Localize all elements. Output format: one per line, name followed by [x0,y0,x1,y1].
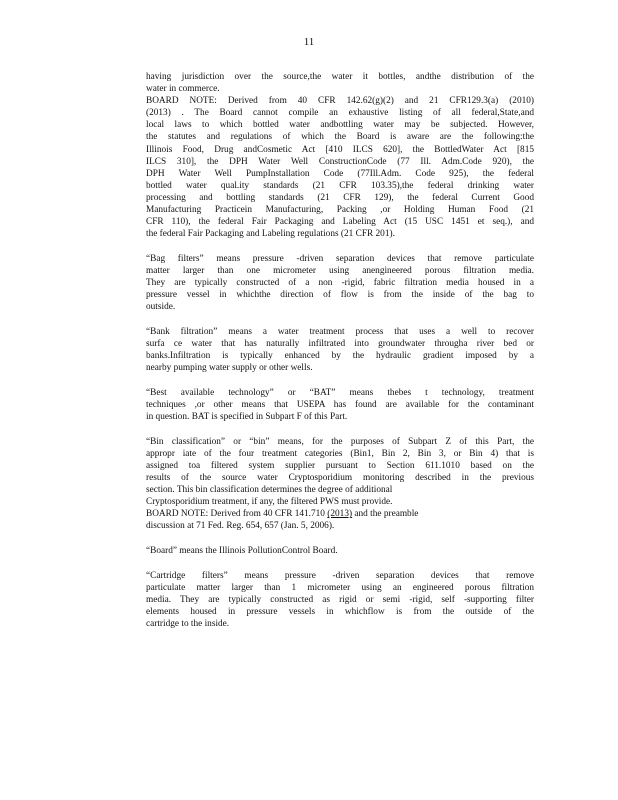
text-line: discussion at 71 Fed. Reg. 654, 657 (Jan. 5, 2006). [146,521,335,532]
paragraph-board-note-2 [146,508,534,532]
text-line: “Best available technology” or “BAT” means thebes t technology, treatment [146,387,534,398]
definition-best-available-technology [146,387,534,423]
text-line: having jurisdiction over the source,the water it bottles, andthe distribution of the [146,72,534,82]
board-note-text-after: and the preamble [352,509,419,520]
text-line: processing and bottling standards (21 CFR 129), the federal Current Good [146,192,534,203]
text-line: assigned toa filtered system supplier pursuant to Section 611.1010 based on the [146,461,534,471]
text-line: Manufacturing Practicein Manufacturing, Packing ,or Holding Human Food (21 [146,205,534,216]
text-line: “Bag filters” means pressure -driven separation devices that remove particulate [146,253,534,264]
paragraph-board-note-1 [146,95,534,240]
definition-board [146,545,534,557]
text-line: “Bin classification” or “bin” means, for the purposes of Subpart Z of this Part, the [146,436,534,447]
text-line: pressure vessel in whichthe direction of flow is from the inside of the bag to [146,290,534,301]
text-line: surfa ce water that has naturally infiltrated into groundwater througha river bed or [146,339,534,350]
text-line: the statutes and regulations of which the Board is aware are the following:the [146,132,534,143]
text-line: Cryptosporidium treatment, if any, the filtered PWS must provide. [146,497,393,508]
text-line: They are typically constructed of a non -rigid, fabric filtration media housed in a [146,278,534,289]
text-line: CFR 110), the federal Fair Packaging and Labeling Act (15 USC 1451 et seq.), and [146,217,534,228]
definition-bin-classification [146,436,534,509]
text-line: outside. [146,302,176,313]
text-line: results of the source water Cryptosporidium monitoring described in the previous [146,473,534,484]
text-line: local laws to which bottled water andbottling water may be subjected. However, [146,120,534,131]
text-line: appropr iate of the four treatment categories (Bin1, Bin 2, Bin 3, or Bin 4) that is [146,448,534,459]
text-line: section. This bin classification determines the degree of additional [146,485,393,496]
text-line: DPH Water Well PumpInstallation Code (77Ill.Adm. Code 925), the federal [146,168,534,179]
text-line: media. They are typically constructed as rigid or semi -rigid, self -supporting filter [146,595,534,606]
text-line: particulate matter larger than 1 micrometer using an engineered porous filtration [146,582,534,593]
board-note-text: BOARD NOTE: Derived from 40 CFR 141.710 [146,509,328,520]
text-line: cartridge to the inside. [146,619,230,630]
text-line: water in commerce. [146,84,220,95]
text-line: matter larger than one micrometer using anengineered porous filtration media. [146,266,534,276]
text-line: “Bank filtration” means a water treatment process that uses a well to recover [146,326,534,337]
definition-bank-filtration [146,326,534,374]
underlined-year: (2013) [327,509,353,520]
text-line: ILCS 310], the DPH Water Well ConstructionCode (77 Ill. Adm.Code 920), the [146,156,534,167]
text-line: BOARD NOTE: Derived from 40 CFR 142.62(g)(2) and 21 CFR129.3(a) (2010) [146,96,534,107]
text-line: elements housed in pressure vessels in whichflow is from the outside of the [146,607,534,618]
text-line: the federal Fair Packaging and Labeling regulations (21 CFR 201). [146,229,395,240]
text-line: (2013) . The Board cannot compile an exhaustive listing of all federal,State,and [146,108,534,119]
text-line [146,508,534,520]
text-line: in question. BAT is specified in Subpart F of this Part. [146,412,348,423]
text-line: bottled water qual.ity standards (21 CFR 103.35),the federal drinking water [146,180,534,191]
definition-bag-filters [146,253,534,313]
text-line: banks.Infiltration is typically enhanced by the hydraulic gradient imposed by a [146,351,534,362]
page-number: 11 [303,36,315,48]
text-line: “Board” means the Illinois PollutionControl Board. [146,546,338,557]
text-line: Illinois Food, Drug andCosmetic Act [410 ILCS 620], the BottledWater Act [815 [146,144,534,155]
text-line: techniques ,or other means that USEPA has found are available for the contaminant [146,400,534,411]
definition-cartridge-filters [146,570,534,630]
text-line: “Cartridge filters” means pressure -driven separation devices that remove [146,570,534,581]
document-body [146,71,534,630]
text-line: nearby pumping water supply or other wells. [146,363,313,374]
paragraph-having-jurisdiction [146,71,534,95]
